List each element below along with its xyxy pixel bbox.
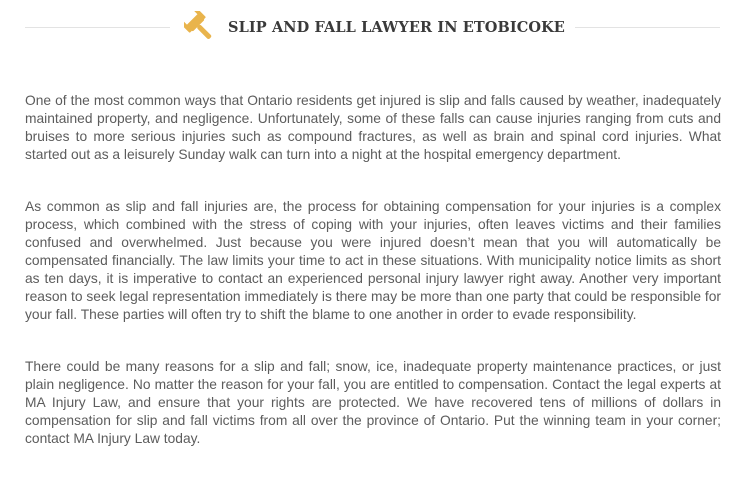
article-body (25, 92, 721, 482)
heading-divider-left (25, 27, 170, 28)
heading-divider-right (575, 27, 720, 28)
paragraph-contact: There could be many reasons for a slip and fall; snow, ice, inadequate property maintenance practices, or just plain negligence. No matter the reason for your fall, you are entitled to compensation. Contact the legal experts at MA Injury Law, and ensure that your rights are protected. We have recovered tens of millions of dollars in compensation for slip and fall victims from all over the province of Ontario. Put the winning team in your corner; contact MA Injury Law today. (25, 359, 721, 446)
section-heading (25, 10, 720, 44)
heading-center (170, 11, 575, 43)
page-title: SLIP AND FALL LAWYER IN ETOBICOKE (228, 18, 565, 36)
paragraph-intro: One of the most common ways that Ontario residents get injured is slip and falls caused by weather, inadequately maintained property, and negligence. Unfortunately, some of these falls can cause injuries ranging from cuts and bruises to more serious injuries such as compound fractures, as well as brain and spinal cord injuries. What started out as a leisurely Sunday walk can turn into a night at the hospital emergency department. (25, 93, 721, 162)
gavel-icon (184, 11, 216, 43)
paragraph-compensation-process: As common as slip and fall injuries are, the process for obtaining compensation for your injuries is a complex process, which combined with the stress of coping with your injuries, often leaves victims and their families confused and overwhelmed. Just because you were injured doesn’t mean that you will automatically be compensated financially. The law limits your time to act in these situations. With municipality notice limits as short as ten days, it is imperative to contact an experienced personal injury lawyer right away. Another very important reason to seek legal representation immediately is there may be more than one party that could be responsible for your fall. These parties will often try to shift the blame to one another in order to evade responsibility. (25, 199, 721, 322)
